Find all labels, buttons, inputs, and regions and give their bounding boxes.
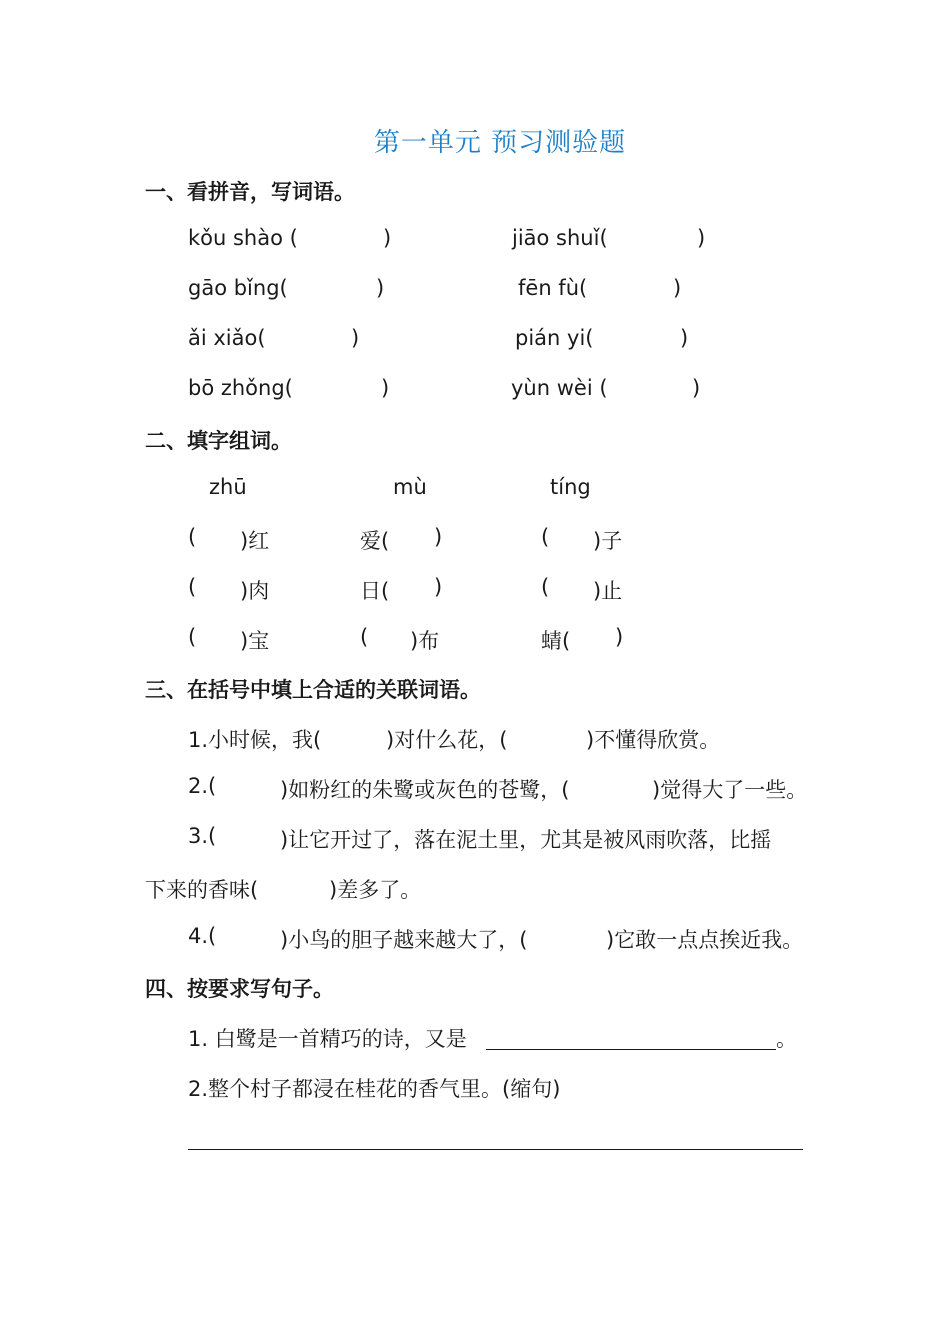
sentence-part: )觉得大了一些。 <box>652 778 808 802</box>
word-blank-open: 蜻( <box>541 629 571 653</box>
close-paren: ) <box>376 276 385 300</box>
page-title: 第一单元 预习测验题 <box>373 128 627 158</box>
word-blank-close: ) <box>434 525 443 549</box>
pinyin-item: gāo bǐng( <box>188 276 288 300</box>
sentence-part: )差多了。 <box>329 878 422 902</box>
question-2-text: 2.整个村子都浸在桂花的香气里。(缩句) <box>188 1077 561 1101</box>
question-1-text: 1. 白鹭是一首精巧的诗，又是 <box>188 1027 467 1051</box>
close-paren: ) <box>692 376 701 400</box>
close-paren: ) <box>381 376 390 400</box>
word-blank-close: )子 <box>593 529 623 553</box>
close-paren: ) <box>697 226 706 250</box>
question-1-end: 。 <box>776 1027 797 1051</box>
section-1-heading: 一、看拼音，写词语。 <box>145 180 355 204</box>
sentence-part: )不懂得欣赏。 <box>586 728 721 752</box>
close-paren: ) <box>383 226 392 250</box>
sentence-part: 下来的香味( <box>145 878 259 902</box>
sentence-part: 1.小时候，我( <box>188 728 322 752</box>
answer-line[interactable] <box>188 1149 803 1150</box>
sentence-part: )它敢一点点挨近我。 <box>606 928 804 952</box>
sentence-part: 2.( <box>188 774 217 798</box>
word-blank-close: )止 <box>593 579 623 603</box>
word-blank-close: )布 <box>410 629 440 653</box>
section-3-heading: 三、在括号中填上合适的关联词语。 <box>145 678 481 702</box>
close-paren: ) <box>673 276 682 300</box>
answer-line[interactable] <box>486 1049 776 1050</box>
sentence-part: )对什么花，( <box>386 728 508 752</box>
word-blank-close: )肉 <box>240 579 270 603</box>
word-blank-open: ( <box>188 575 197 599</box>
word-blank-open: ( <box>541 525 550 549</box>
pinyin-item: ǎi xiǎo( <box>188 326 266 350</box>
word-blank-close: )红 <box>240 529 270 553</box>
sentence-part: )小鸟的胆子越来越大了，( <box>280 928 528 952</box>
word-blank-open: ( <box>188 525 197 549</box>
pinyin-label: tíng <box>550 475 591 499</box>
word-blank-close: ) <box>434 575 443 599</box>
word-blank-open: ( <box>360 625 369 649</box>
pinyin-item: yùn wèi ( <box>511 376 608 400</box>
pinyin-label: zhū <box>209 475 247 499</box>
word-blank-open: ( <box>541 575 550 599</box>
pinyin-item: pián yi( <box>515 326 594 350</box>
word-blank-open: 爱( <box>360 529 390 553</box>
pinyin-label: mù <box>393 475 427 499</box>
close-paren: ) <box>680 326 689 350</box>
close-paren: ) <box>351 326 360 350</box>
section-2-heading: 二、填字组词。 <box>145 429 292 453</box>
sentence-part: 3.( <box>188 824 217 848</box>
word-blank-close: )宝 <box>240 629 270 653</box>
pinyin-item: kǒu shào ( <box>188 226 298 250</box>
word-blank-close: ) <box>615 625 624 649</box>
sentence-part: )如粉红的朱鹭或灰色的苍鹭，( <box>280 778 570 802</box>
word-blank-open: ( <box>188 625 197 649</box>
pinyin-item: fēn fù( <box>518 276 588 300</box>
section-4-heading: 四、按要求写句子。 <box>145 977 334 1001</box>
pinyin-item: jiāo shuǐ( <box>512 226 608 250</box>
pinyin-item: bō zhǒng( <box>188 376 293 400</box>
sentence-part: )让它开过了，落在泥土里，尤其是被风雨吹落，比摇 <box>280 828 772 852</box>
sentence-part: 4.( <box>188 924 217 948</box>
word-blank-open: 日( <box>360 579 390 603</box>
